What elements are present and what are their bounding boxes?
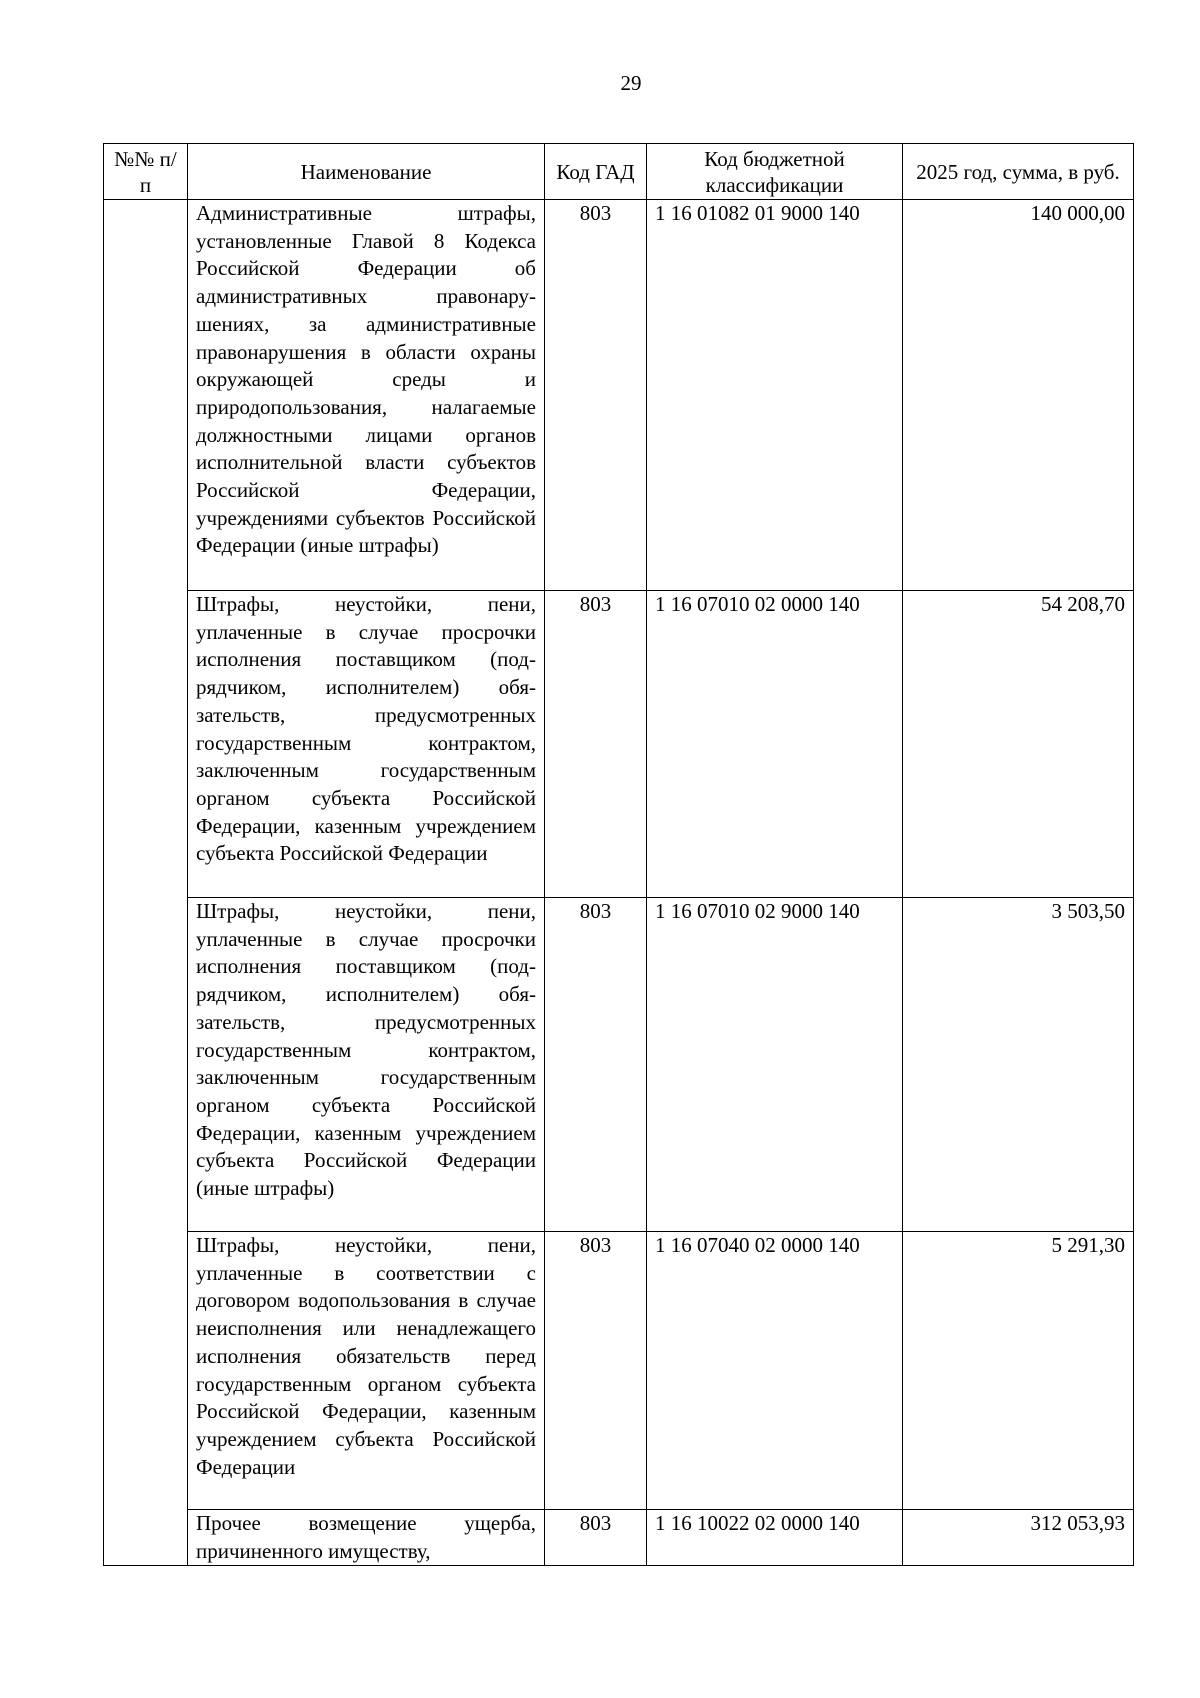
row-gad: 803 [545, 1232, 647, 1510]
header-num [104, 144, 188, 200]
row-kbk: 1 16 07040 02 0000 140 [647, 1232, 903, 1510]
row-kbk: 1 16 01082 01 9000 140 [647, 200, 903, 591]
header-name [188, 144, 545, 200]
table-row [104, 591, 1134, 898]
row-sum: 54 208,70 [903, 591, 1134, 898]
header-kbk-label: Код бюджетной классификации [704, 147, 845, 197]
row-number-cell [104, 200, 188, 1566]
table-row [104, 1232, 1134, 1510]
header-name-label: Наименование [300, 160, 432, 184]
row-sum: 140 000,00 [903, 200, 1134, 591]
header-kbk [647, 144, 903, 200]
row-name: Штрафы, неустойки, пени, уплаченные в случае просрочки исполнения поставщиком (подрядчиком, исполнителем) обязательств, предусмотренных государственным контрактом, заключенным государственным органом субъекта Российской Федерации, казенным учреждением субъекта Российской Федерации (иные штрафы) [188, 898, 545, 1232]
row-sum: 5 291,30 [903, 1232, 1134, 1510]
header-sum [903, 144, 1134, 200]
table-row [104, 1510, 1134, 1566]
row-sum: 3 503,50 [903, 898, 1134, 1232]
row-sum: 312 053,93 [903, 1510, 1134, 1566]
row-name: Штрафы, неустойки, пени, уплаченные в соответствии с договором водопользования в случае неисполнения или ненадлежащего исполнения обязательств перед государственным органом субъекта Российской Федерации, казенным учреждением субъекта Российской Федерации [188, 1232, 545, 1510]
header-sum-label: 2025 год, сумма, в руб. [916, 160, 1120, 184]
row-kbk: 1 16 10022 02 0000 140 [647, 1510, 903, 1566]
row-gad: 803 [545, 898, 647, 1232]
row-kbk: 1 16 07010 02 9000 140 [647, 898, 903, 1232]
row-kbk: 1 16 07010 02 0000 140 [647, 591, 903, 898]
table-row [104, 200, 1134, 591]
row-name: Административные штрафы, установленные Главой 8 Кодекса Российской Федерации об административных правонарушениях, за административные правонарушения в области охраны окружающей среды и природопользования, налагаемые должностными лицами органов исполнительной власти субъектов Российской Федерации, учреждениями субъектов Российской Федерации (иные штрафы) [188, 200, 545, 591]
header-num-label: №№ п/п [114, 147, 177, 197]
header-gad [545, 144, 647, 200]
row-gad: 803 [545, 200, 647, 591]
row-gad: 803 [545, 1510, 647, 1566]
header-gad-label: Код ГАД [556, 160, 635, 184]
row-gad: 803 [545, 591, 647, 898]
budget-table [103, 143, 1134, 1566]
table-row [104, 898, 1134, 1232]
page-number: 29 [620, 71, 642, 95]
table-header [104, 144, 1134, 200]
row-name: Прочее возмещение ущерба, причиненного имуществу, [188, 1510, 545, 1566]
row-name: Штрафы, неустойки, пени, уплаченные в случае просрочки исполнения поставщиком (подрядчиком, исполнителем) обязательств, предусмотренных государственным контрактом, заключенным государственным органом субъекта Российской Федерации, казенным учреждением субъекта Российской Федерации [188, 591, 545, 898]
